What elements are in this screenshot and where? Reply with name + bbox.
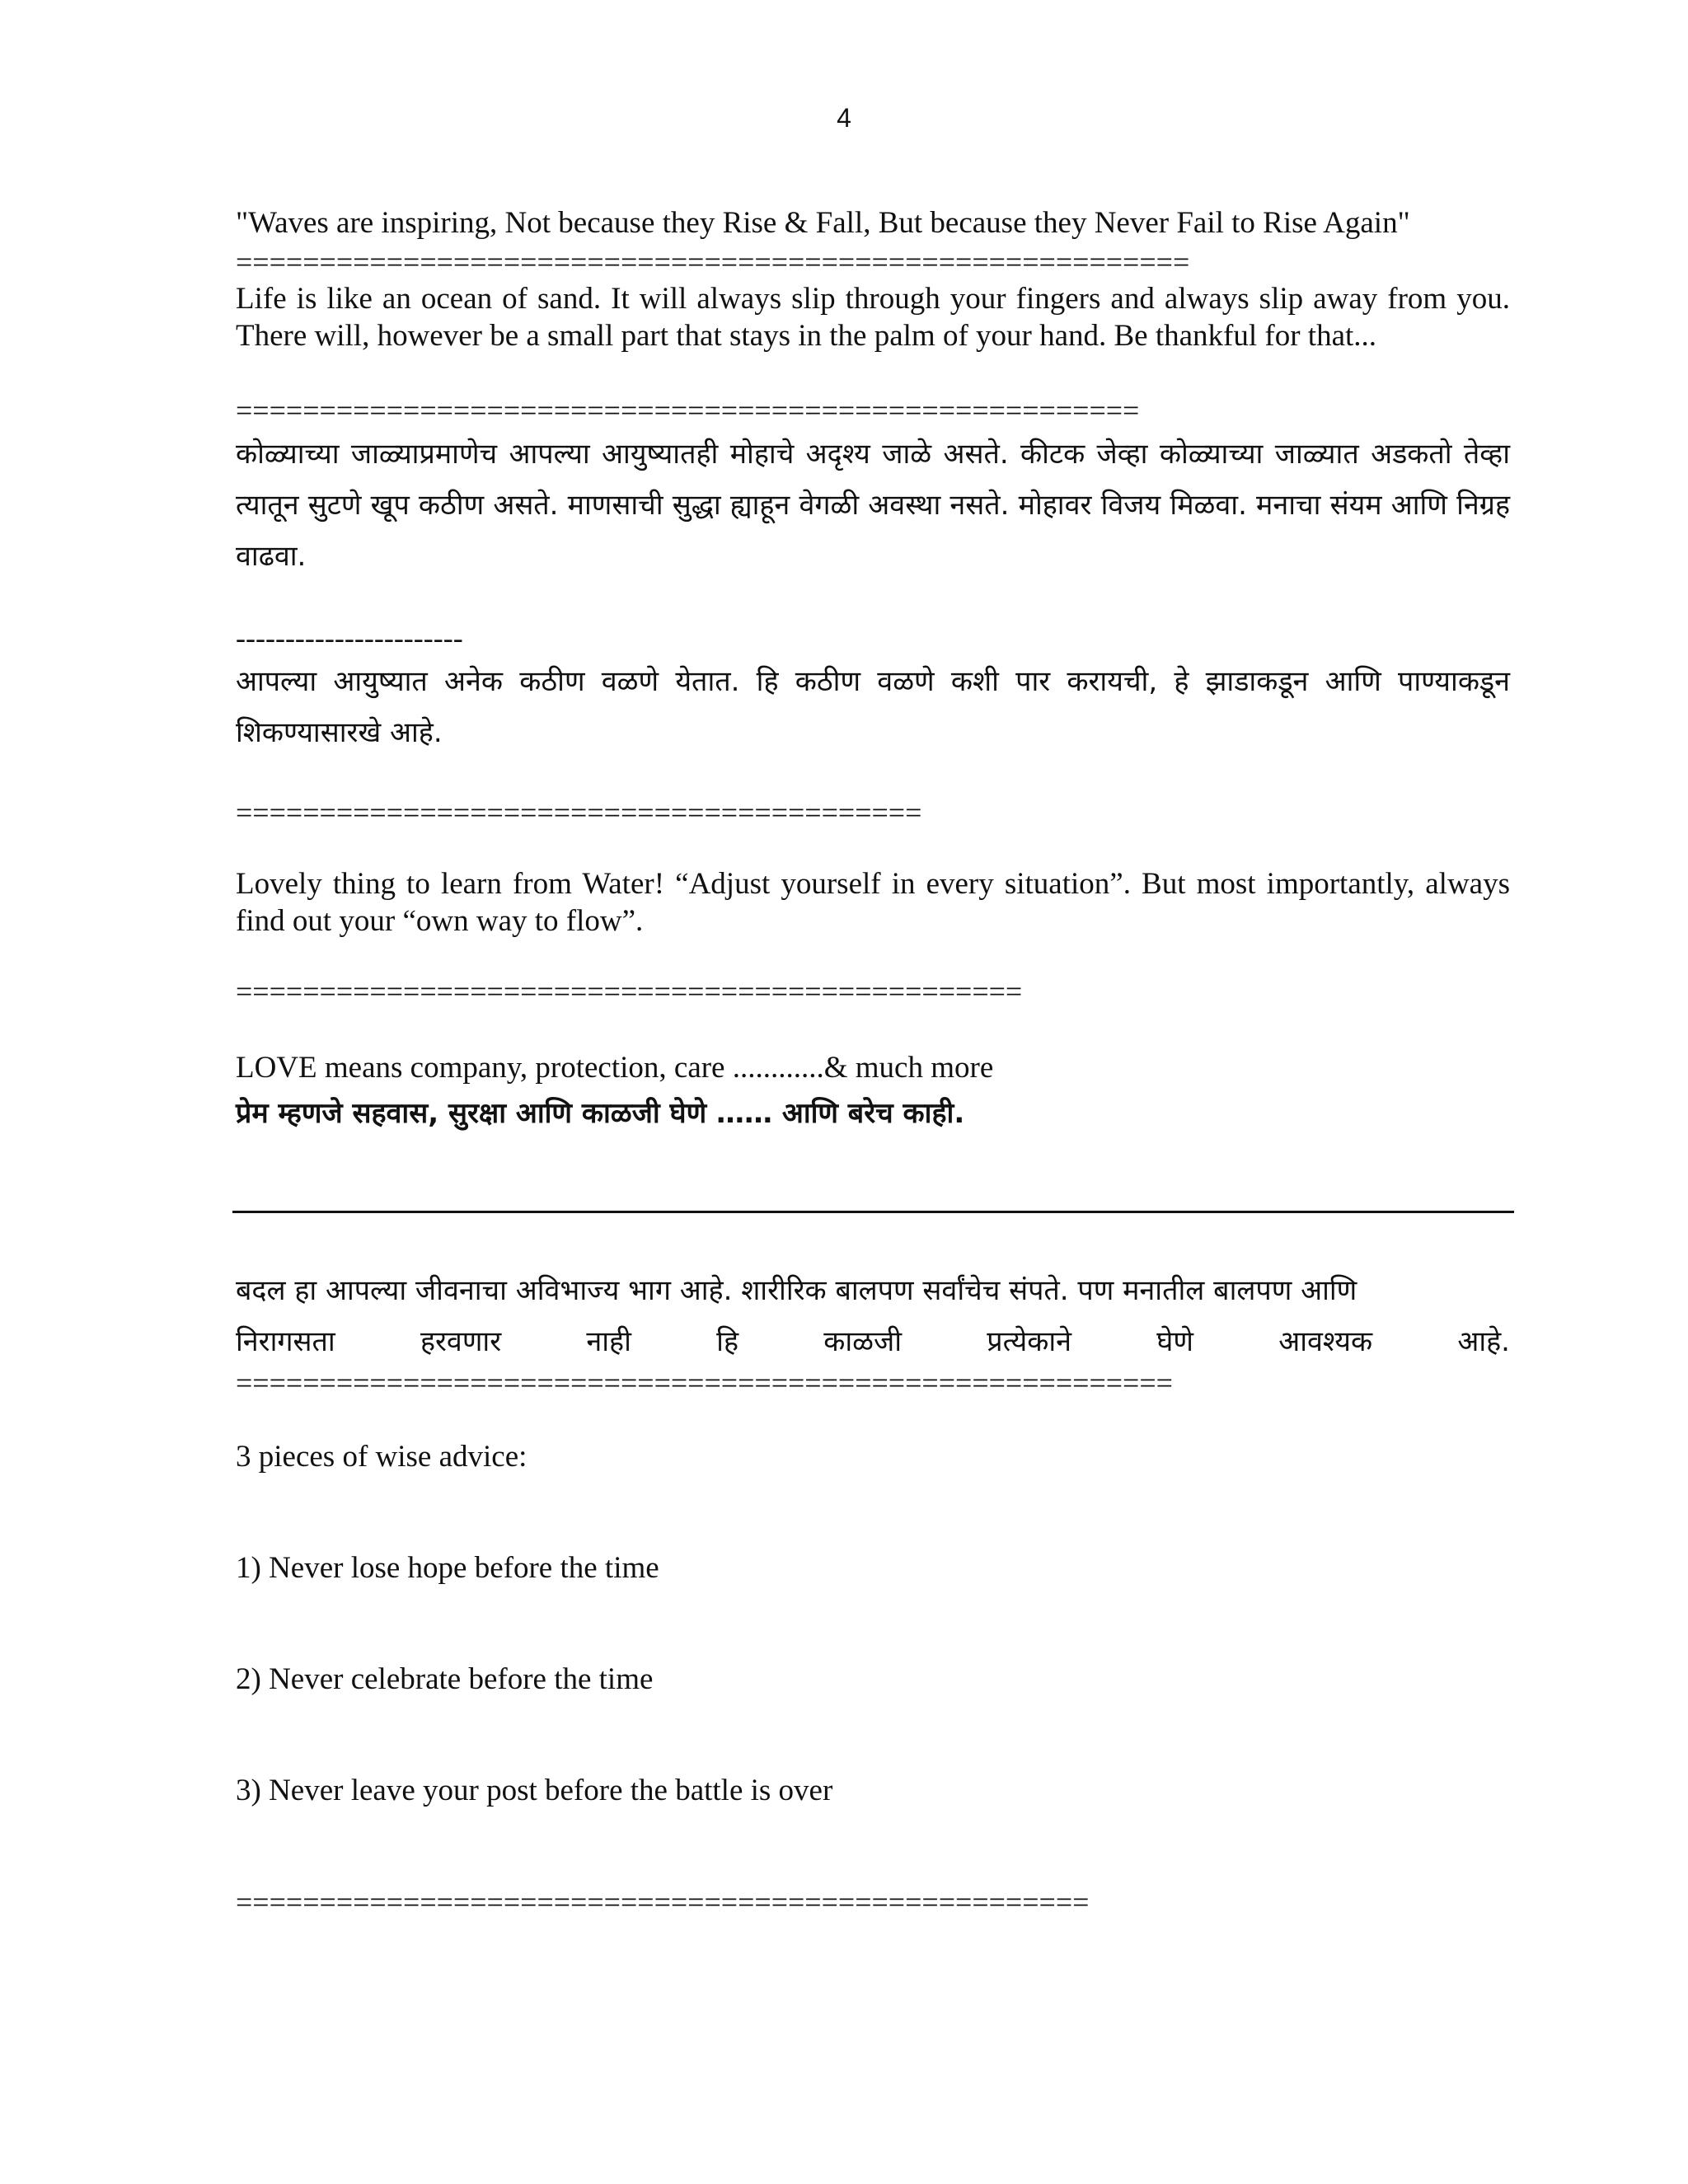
love-english: LOVE means company, protection, care ............& much more: [236, 1051, 994, 1085]
paragraph-spider-web: कोळ्याच्या जाळ्याप्रमाणेच आपल्या आयुष्यातही मोहाचे अदृश्य जाळे असते. कीटक जेव्हा कोळ्याच्या जाळ्यात अडकतो तेव्हा त्यातून सुटणे खूप कठीण असते. माणसाची सुद्धा ह्याहून वेगळी अवस्था नसते. मोहावर विजय मिळवा. मनाचा संयम आणि निग्रह वाढवा.: [236, 438, 1510, 573]
page-number: 4: [837, 103, 851, 133]
change-line-2: निरागसता हरवणार नाही हि काळजी प्रत्येकाने घेणे आवश्यक आहे.: [236, 1325, 1510, 1358]
paragraph-water-lesson: Lovely thing to learn from Water! “Adjust yourself in every situation”. But most importantly, always find out your “own way to flow”.: [236, 867, 1510, 938]
advice-item: 2) Never celebrate before the time: [236, 1662, 654, 1696]
advice-heading: 3 pieces of wise advice:: [236, 1440, 528, 1474]
paragraph-life-sand: Life is like an ocean of sand. It will always slip through your fingers and always slip away from you. There will, however be a small part that stays in the palm of your hand. Be thankful for that...: [236, 282, 1510, 353]
advice-item: 1) Never lose hope before the time: [236, 1551, 659, 1585]
paragraph-difficult-turns: आपल्या आयुष्यात अनेक कठीण वळणे येतात. हि कठीण वळणे कशी पार करायची, हे झाडाकडून आणि पाण्याकडून शिकण्यासारखे आहे.: [236, 665, 1510, 749]
change-line-1: बदल हा आपल्या जीवनाचा अविभाज्य भाग आहे. शारीरिक बालपण सर्वांचेच संपते. पण मनातील बालपण आणि: [236, 1274, 1357, 1307]
separator-line: ===============================================: [236, 977, 1023, 1006]
quote-waves: "Waves are inspiring, Not because they Rise & Fall, But because they Never Fail to Rise Again": [236, 206, 1410, 240]
separator-line: ===================================================: [236, 1887, 1090, 1917]
separator-line: =========================================: [236, 798, 922, 827]
horizontal-rule: [232, 1211, 1514, 1213]
separator-line: ======================================================: [236, 396, 1140, 425]
separator-line: ========================================================: [236, 1368, 1173, 1398]
separator-line: =========================================================: [236, 247, 1190, 277]
advice-item: 3) Never leave your post before the battle is over: [236, 1774, 833, 1807]
love-marathi: प्रेम म्हणजे सहवास, सुरक्षा आणि काळजी घेणे …… आणि बरेच काही.: [236, 1097, 965, 1130]
separator-dashes: -----------------------: [236, 623, 463, 653]
